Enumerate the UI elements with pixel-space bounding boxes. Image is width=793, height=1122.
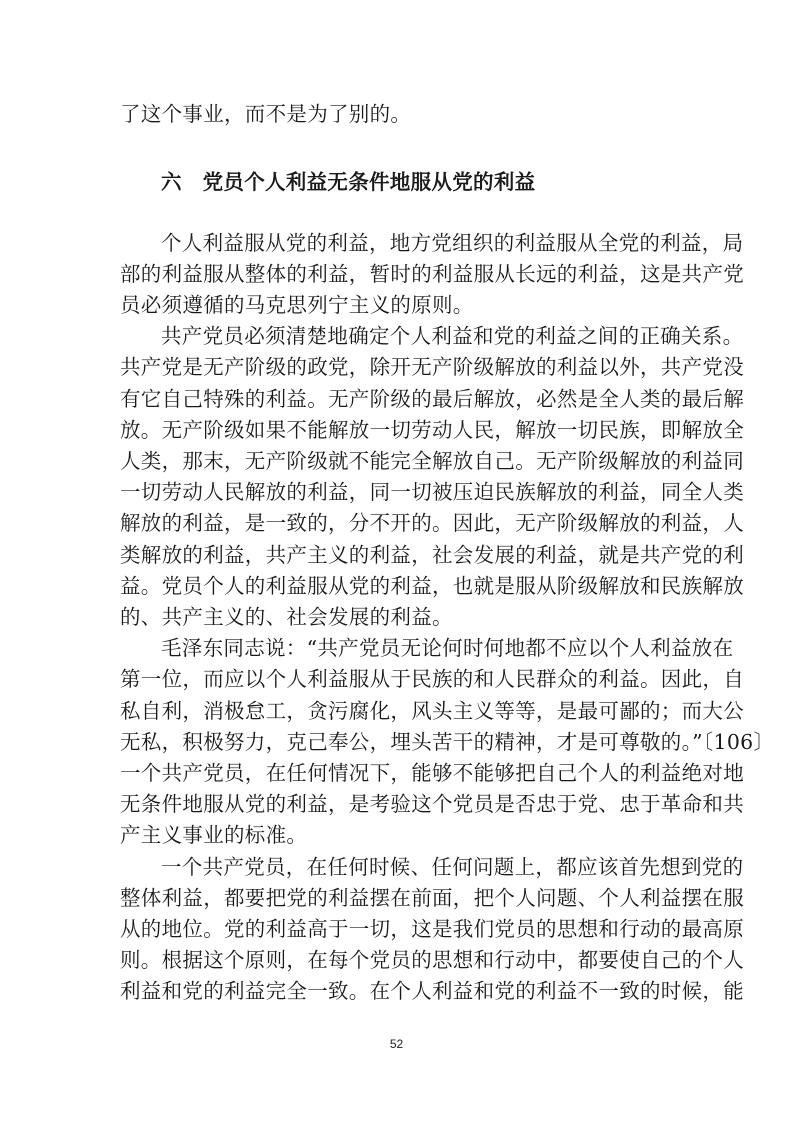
text-line: 个人利益服从党的利益，地方党组织的利益服从全党的利益，局 <box>161 231 744 255</box>
text-line: 第一位，而应以个人利益服从于民族的和人民群众的利益。因此，自 <box>120 667 744 691</box>
text-line: 共产党是无产阶级的政党，除开无产阶级解放的利益以外，共产党没 <box>120 355 744 379</box>
text-line: 一个共产党员，在任何时候、任何问题上，都应该首先想到党的 <box>161 855 744 879</box>
text-line: 毛泽东同志说：“共产党员无论何时何地都不应以个人利益放在 <box>161 636 734 660</box>
text-line: 放。无产阶级如果不能解放一切劳动人民，解放一切民族，即解放全 <box>120 418 744 442</box>
text-line: 益。党员个人的利益服从党的利益，也就是服从阶级解放和民族解放 <box>120 574 744 598</box>
text-line: 私自利，消极怠工，贪污腐化，风头主义等等，是最可鄙的；而大公 <box>120 699 744 723</box>
text-line: 无私，积极努力，克己奉公，埋头苦干的精神，才是可尊敬的。”〔106〕 <box>120 730 775 754</box>
text-line: 则。根据这个原则，在每个党员的思想和行动中，都要使自己的个人 <box>120 948 744 972</box>
text-line: 部的利益服从整体的利益，暂时的利益服从长远的利益，这是共产党 <box>120 262 744 286</box>
page-number: 52 <box>389 1037 404 1051</box>
text-line: 解放的利益，是一致的，分不开的。因此，无产阶级解放的利益，人 <box>120 511 744 535</box>
text-line: 类解放的利益，共产主义的利益，社会发展的利益，就是共产党的利 <box>120 543 744 567</box>
text-line: 一切劳动人民解放的利益，同一切被压迫民族解放的利益，同全人类 <box>120 480 744 504</box>
text-line: 无条件地服从党的利益，是考验这个党员是否忠于党、忠于革命和共 <box>120 792 744 816</box>
text-line: 一个共产党员，在任何情况下，能够不能够把自己个人的利益绝对地 <box>120 761 744 785</box>
section-heading: 六 党员个人利益无条件地服从党的利益 <box>161 170 536 194</box>
text-line: 整体利益，都要把党的利益摆在前面，把个人问题、个人利益摆在服 <box>120 886 744 910</box>
text-line: 了这个事业，而不是为了别的。 <box>120 102 412 126</box>
text-line: 员必须遵循的马克思列宁主义的原则。 <box>120 293 474 317</box>
text-line: 人类，那末，无产阶级就不能完全解放自己。无产阶级解放的利益同 <box>120 449 744 473</box>
text-line: 有它自己特殊的利益。无产阶级的最后解放，必然是全人类的最后解 <box>120 387 744 411</box>
text-line: 产主义事业的标准。 <box>120 823 308 847</box>
text-line: 的、共产主义的、社会发展的利益。 <box>120 605 453 629</box>
text-line: 从的地位。党的利益高于一切，这是我们党员的思想和行动的最高原 <box>120 917 744 941</box>
text-line: 共产党员必须清楚地确定个人利益和党的利益之间的正确关系。 <box>161 324 744 348</box>
text-line: 利益和党的利益完全一致。在个人利益和党的利益不一致的时候，能 <box>120 979 744 1003</box>
